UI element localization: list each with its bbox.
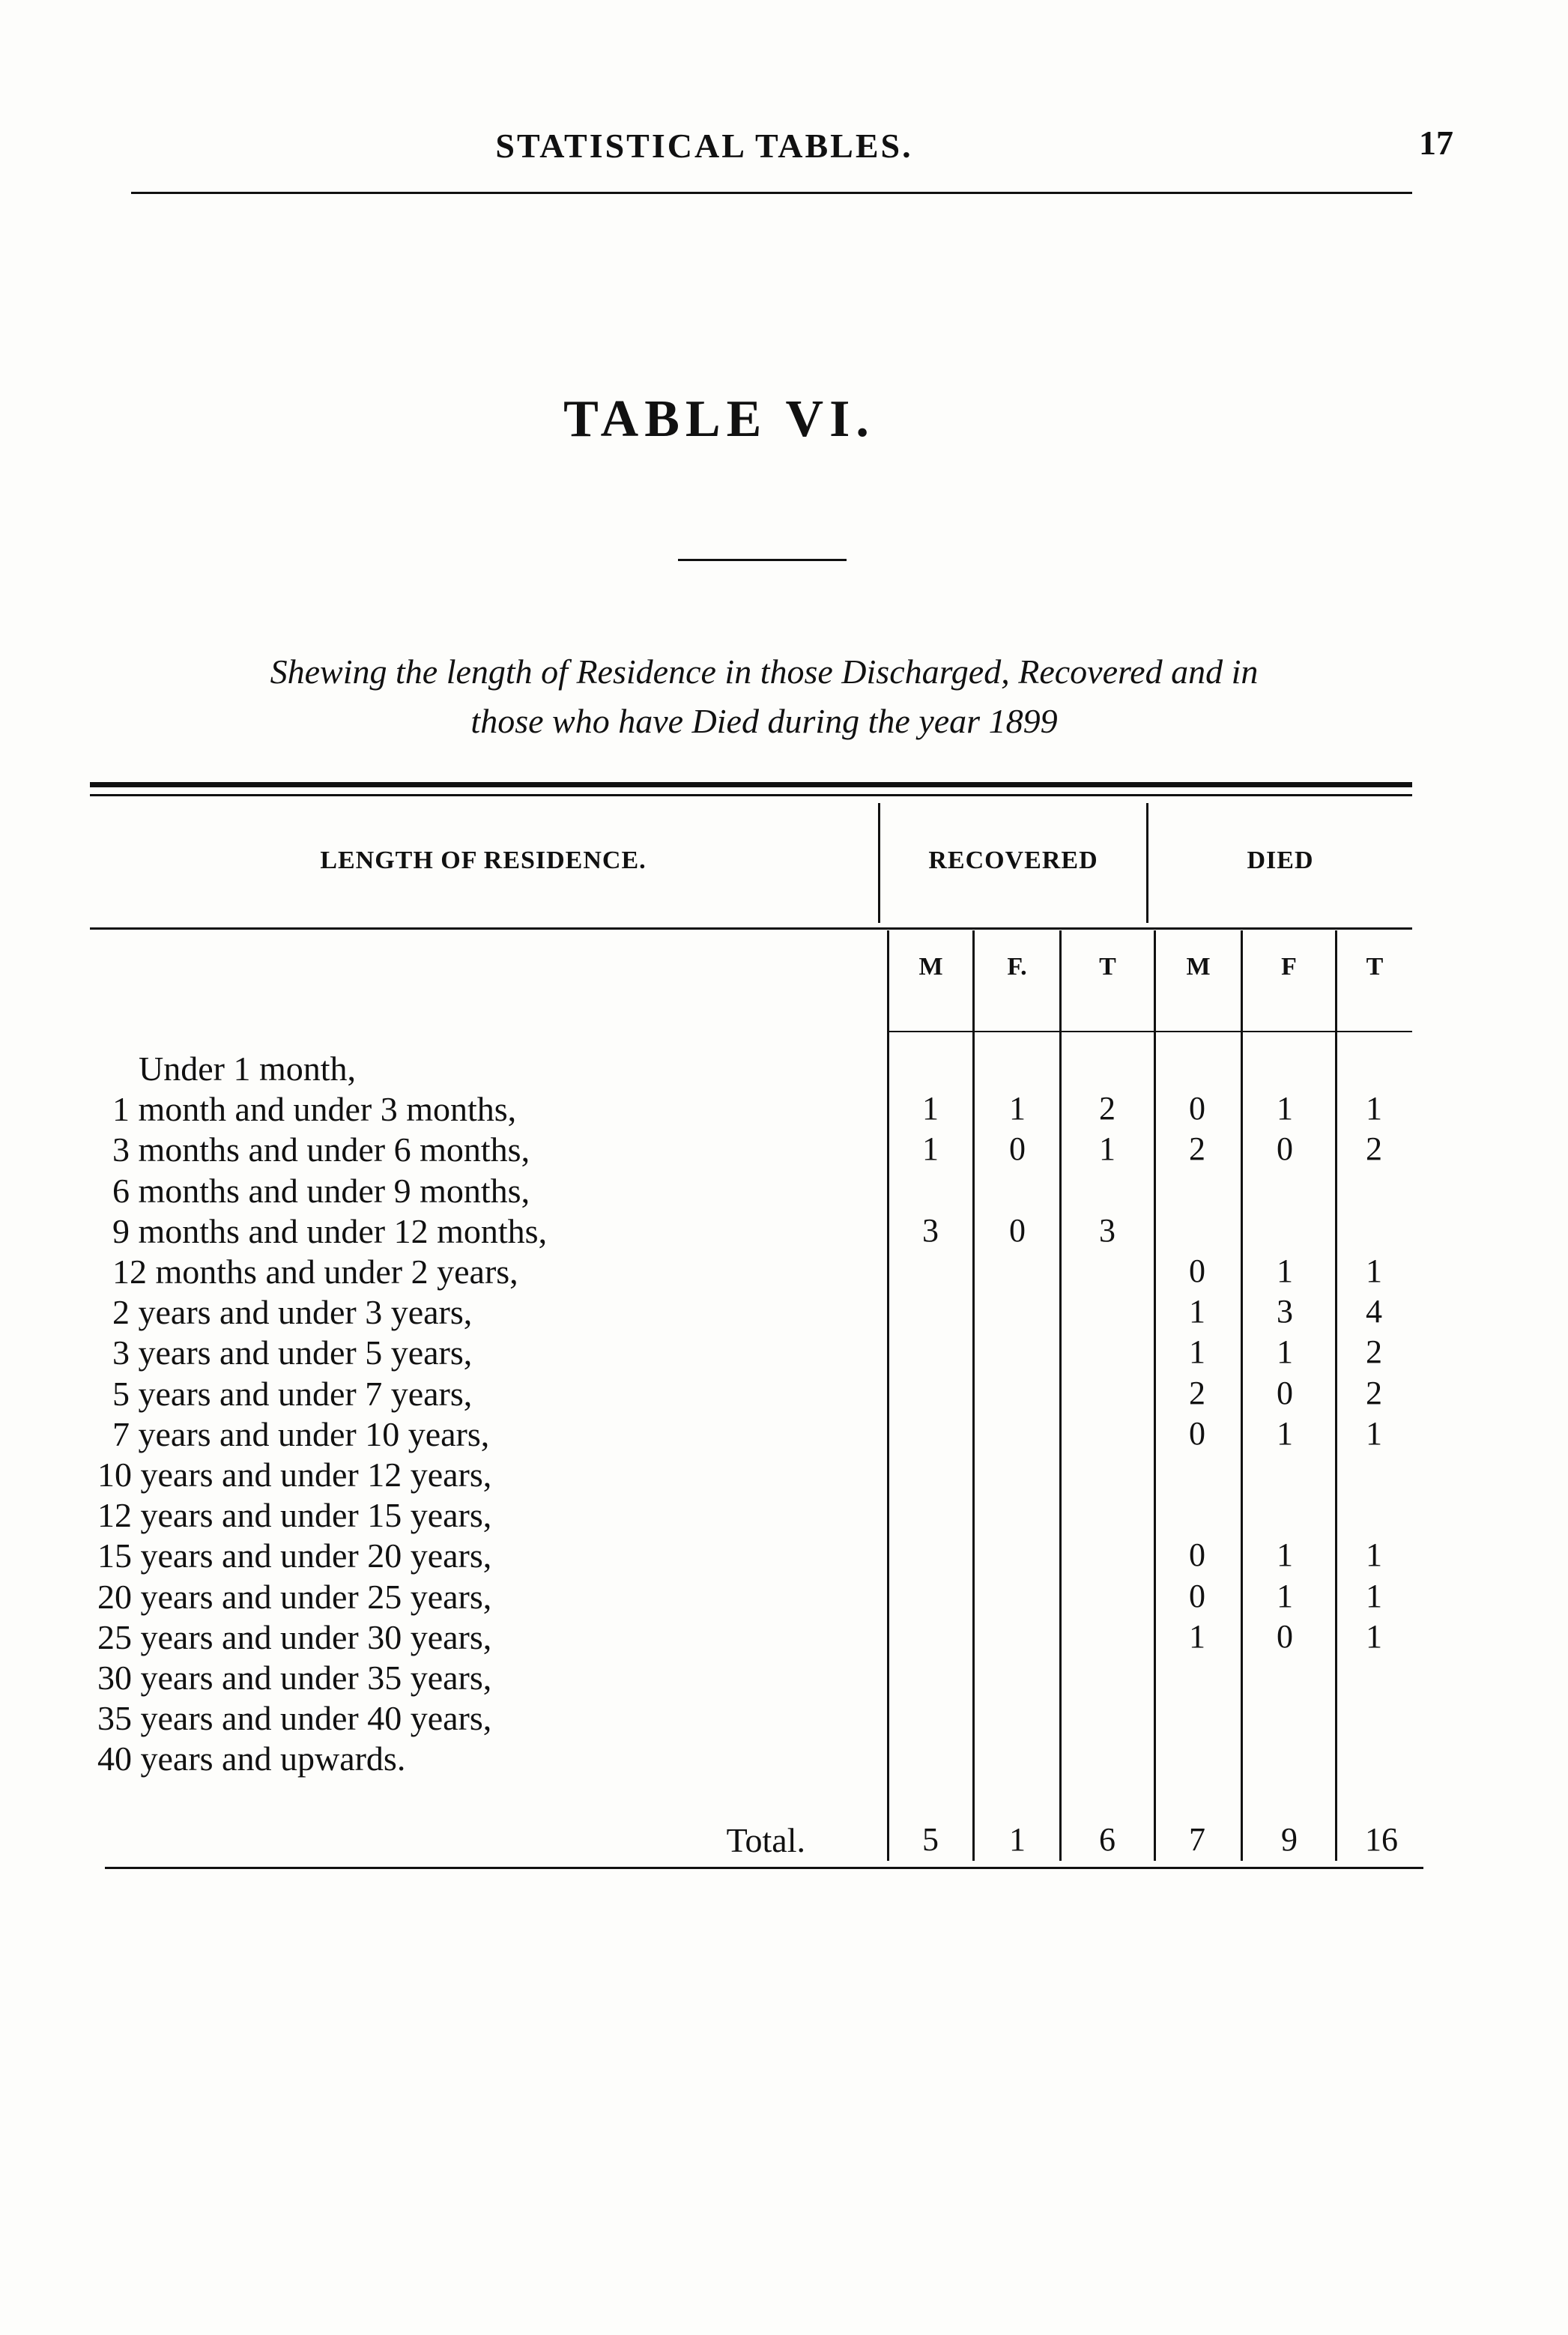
table-cell: 0 — [1189, 1253, 1205, 1289]
row-label: 5 years and under 7 years, — [112, 1374, 473, 1413]
table-top-rule-thin — [90, 794, 1412, 796]
table-row — [0, 1333, 1568, 1373]
page-number: 17 — [1419, 124, 1453, 162]
table-cell: 0 — [1189, 1090, 1205, 1127]
subheader-recovered-m: M — [918, 953, 943, 981]
table-top-rule-thick — [90, 782, 1412, 787]
table-cell: 1 — [1366, 1253, 1382, 1289]
table-row — [0, 1495, 1568, 1536]
table-cell: 1 — [1189, 1293, 1205, 1330]
table-cell: 1 — [1277, 1090, 1293, 1127]
table-cell: 1 — [1277, 1253, 1293, 1289]
table-row — [0, 1211, 1568, 1252]
table-cell: 1 — [1277, 1414, 1293, 1452]
table-bottom-rule — [105, 1867, 1423, 1869]
table-row — [0, 1089, 1568, 1130]
table-cell: 1 — [1189, 1617, 1205, 1655]
subtitle-line-2: those who have Died during the year 1899 — [470, 702, 1058, 740]
title-rule — [678, 559, 847, 561]
header-bottom-rule — [90, 927, 1412, 930]
table-cell: 4 — [1366, 1293, 1382, 1330]
table-cell: 1 — [1366, 1090, 1382, 1127]
header-length-of-residence: LENGTH OF RESIDENCE. — [320, 847, 647, 874]
table-cell: 1 — [922, 1090, 939, 1127]
subheader-recovered-t: T — [1099, 953, 1116, 981]
table-row — [0, 1536, 1568, 1576]
table-cell: 1 — [1277, 1333, 1293, 1371]
table-row — [0, 1617, 1568, 1658]
subheader-recovered-f: F. — [1007, 953, 1027, 981]
table-row — [0, 1658, 1568, 1698]
table-row — [0, 1130, 1568, 1170]
table-row — [0, 1171, 1568, 1211]
row-label: 3 months and under 6 months, — [112, 1130, 530, 1169]
table-cell: 2 — [1366, 1374, 1382, 1411]
total-died-f: 9 — [1281, 1821, 1298, 1858]
subtitle-line-1: Shewing the length of Residence in those Discharged, Recovered and in — [270, 652, 1259, 691]
table-cell: 1 — [1277, 1536, 1293, 1574]
subheader-died-f: F — [1281, 953, 1297, 981]
table-cell: 0 — [1189, 1414, 1205, 1452]
row-label: 3 years and under 5 years, — [112, 1333, 473, 1372]
total-recovered-f: 1 — [1009, 1821, 1026, 1858]
row-label: 1 month and under 3 months, — [112, 1090, 517, 1129]
row-label: 25 years and under 30 years, — [97, 1617, 492, 1656]
table-row — [0, 1414, 1568, 1455]
table-row — [0, 1455, 1568, 1495]
table-cell: 1 — [1366, 1536, 1382, 1574]
total-label: Total. — [726, 1821, 805, 1859]
row-label: 10 years and under 12 years, — [97, 1456, 492, 1494]
table-cell: 0 — [1277, 1374, 1293, 1411]
table-row — [0, 1049, 1568, 1089]
row-label: 35 years and under 40 years, — [97, 1699, 492, 1738]
row-label: 20 years and under 25 years, — [97, 1577, 492, 1616]
table-cell: 1 — [922, 1130, 939, 1168]
row-label: 9 months and under 12 months, — [112, 1211, 548, 1250]
table-cell: 2 — [1366, 1333, 1382, 1371]
table-cell: 1 — [1189, 1333, 1205, 1371]
table-cell: 3 — [1099, 1211, 1116, 1249]
table-cell: 1 — [1009, 1090, 1026, 1127]
row-label: 6 months and under 9 months, — [112, 1171, 530, 1210]
table-row — [0, 1698, 1568, 1739]
table-row — [0, 1739, 1568, 1779]
table-cell: 0 — [1189, 1536, 1205, 1574]
row-label: 30 years and under 35 years, — [97, 1659, 492, 1697]
subheader-died-m: M — [1186, 953, 1211, 981]
row-label: 12 years and under 15 years, — [97, 1496, 492, 1535]
table-cell: 1 — [1366, 1617, 1382, 1655]
table-row — [0, 1577, 1568, 1617]
table-cell: 1 — [1366, 1414, 1382, 1452]
table-cell: 2 — [1189, 1130, 1205, 1168]
total-died-m: 7 — [1189, 1821, 1205, 1858]
table-cell: 0 — [1277, 1617, 1293, 1655]
total-recovered-t: 6 — [1099, 1821, 1116, 1858]
table-cell: 0 — [1277, 1130, 1293, 1168]
table-cell: 2 — [1099, 1090, 1116, 1127]
row-label: 12 months and under 2 years, — [112, 1253, 518, 1291]
table-subtitle — [90, 647, 1438, 746]
header-recovered: RECOVERED — [928, 847, 1098, 874]
table-cell: 2 — [1366, 1130, 1382, 1168]
table-cell: 0 — [1189, 1577, 1205, 1614]
row-label: 2 years and under 3 years, — [112, 1293, 473, 1332]
table-cell: 2 — [1189, 1374, 1205, 1411]
row-label: Under 1 month, — [139, 1050, 357, 1088]
row-label: 40 years and upwards. — [97, 1739, 406, 1778]
table-row — [0, 1374, 1568, 1414]
table-cell: 1 — [1366, 1577, 1382, 1614]
table-cell: 0 — [1009, 1211, 1026, 1249]
table-cell: 1 — [1277, 1577, 1293, 1614]
table-title: TABLE VI. — [563, 390, 875, 448]
subheader-rule — [888, 1031, 1412, 1032]
table-cell: 3 — [922, 1211, 939, 1249]
row-label: 7 years and under 10 years, — [112, 1414, 490, 1453]
subheader-died-t: T — [1366, 953, 1384, 981]
header-died: DIED — [1247, 847, 1314, 874]
table-row — [0, 1252, 1568, 1292]
table-cell: 0 — [1009, 1130, 1026, 1168]
total-recovered-m: 5 — [922, 1821, 939, 1858]
table-cell: 3 — [1277, 1293, 1293, 1330]
table-row — [0, 1292, 1568, 1333]
total-died-t: 16 — [1365, 1821, 1398, 1858]
row-label: 15 years and under 20 years, — [97, 1536, 492, 1575]
table-cell: 1 — [1099, 1130, 1116, 1168]
header-rule — [131, 192, 1412, 194]
running-header-title: STATISTICAL TABLES. — [495, 127, 913, 165]
